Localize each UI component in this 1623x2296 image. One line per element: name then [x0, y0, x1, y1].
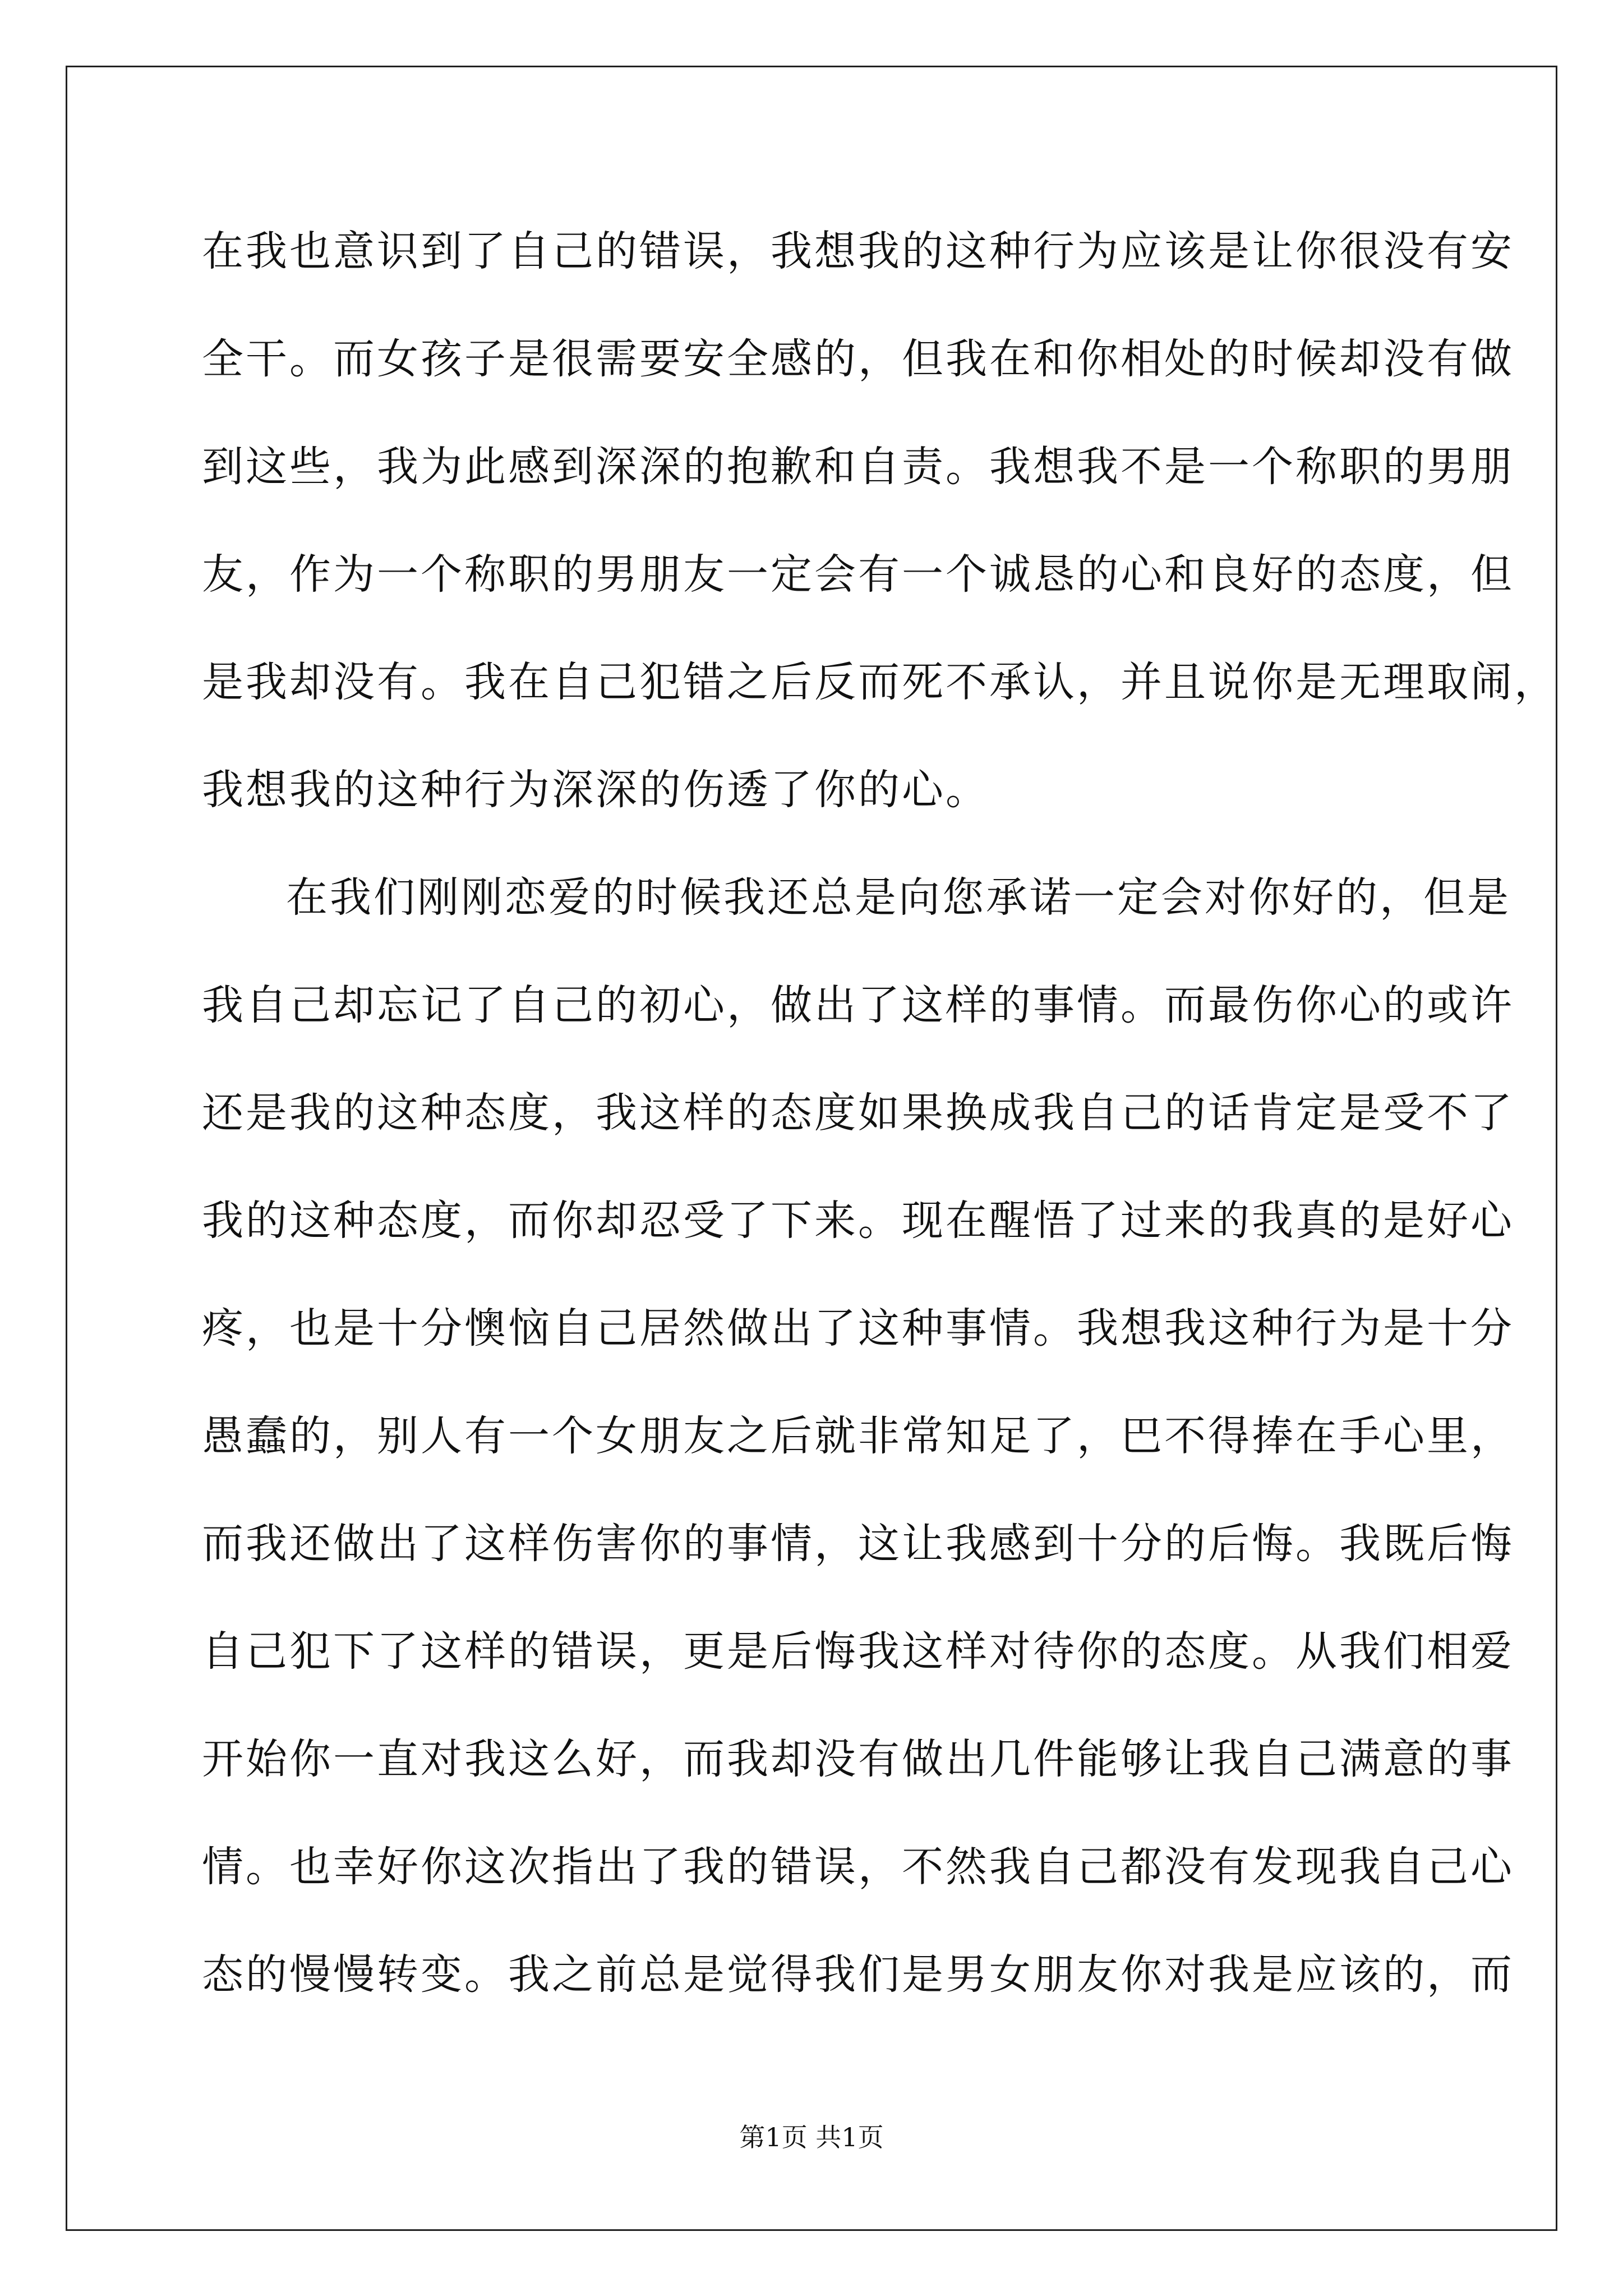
page-number-footer: 第1页 共1页 — [739, 2122, 884, 2152]
text-line-11: 疼，也是十分懊恼自己居然做出了这种事情。我想我这种行为是十分 — [202, 1304, 1514, 1352]
text-line-15: 开始你一直对我这么好，而我却没有做出几件能够让我自己满意的事 — [202, 1735, 1514, 1783]
text-line-6: 我想我的这种行为深深的伤透了你的心。 — [202, 766, 989, 814]
text-line-2: 全干。而女孩子是很需要安全感的，但我在和你相处的时候却没有做 — [202, 335, 1514, 383]
text-line-14: 自己犯下了这样的错误，更是后悔我这样对待你的态度。从我们相爱 — [202, 1627, 1514, 1676]
text-line-13: 而我还做出了这样伤害你的事情，这让我感到十分的后悔。我既后悔 — [202, 1520, 1514, 1568]
text-line-17: 态的慢慢转变。我之前总是觉得我们是男女朋友你对我是应该的，而 — [202, 1950, 1514, 1999]
page-border — [66, 66, 1557, 2231]
text-line-1: 在我也意识到了自己的错误，我想我的这种行为应该是让你很没有安 — [202, 227, 1514, 275]
text-line-3: 到这些，我为此感到深深的抱歉和自责。我想我不是一个称职的男朋 — [202, 443, 1514, 491]
text-line-4: 友，作为一个称职的男朋友一定会有一个诚恳的心和良好的态度，但 — [202, 550, 1514, 599]
text-line-12: 愚蠢的，别人有一个女朋友之后就非常知足了，巴不得捧在手心里， — [202, 1412, 1514, 1460]
text-line-7: 在我们刚刚恋爱的时候我还总是向您承诺一定会对你好的，但是 — [286, 873, 1511, 922]
text-line-8: 我自己却忘记了自己的初心，做出了这样的事情。而最伤你心的或许 — [202, 981, 1514, 1029]
text-line-9: 还是我的这种态度，我这样的态度如果换成我自己的话肯定是受不了 — [202, 1089, 1514, 1137]
text-line-10: 我的这种态度，而你却忍受了下来。现在醒悟了过来的我真的是好心 — [202, 1197, 1514, 1245]
text-line-5: 是我却没有。我在自己犯错之后反而死不承认，并且说你是无理取闹， — [202, 658, 1558, 706]
text-line-16: 情。也幸好你这次指出了我的错误，不然我自己都没有发现我自己心 — [202, 1843, 1514, 1891]
